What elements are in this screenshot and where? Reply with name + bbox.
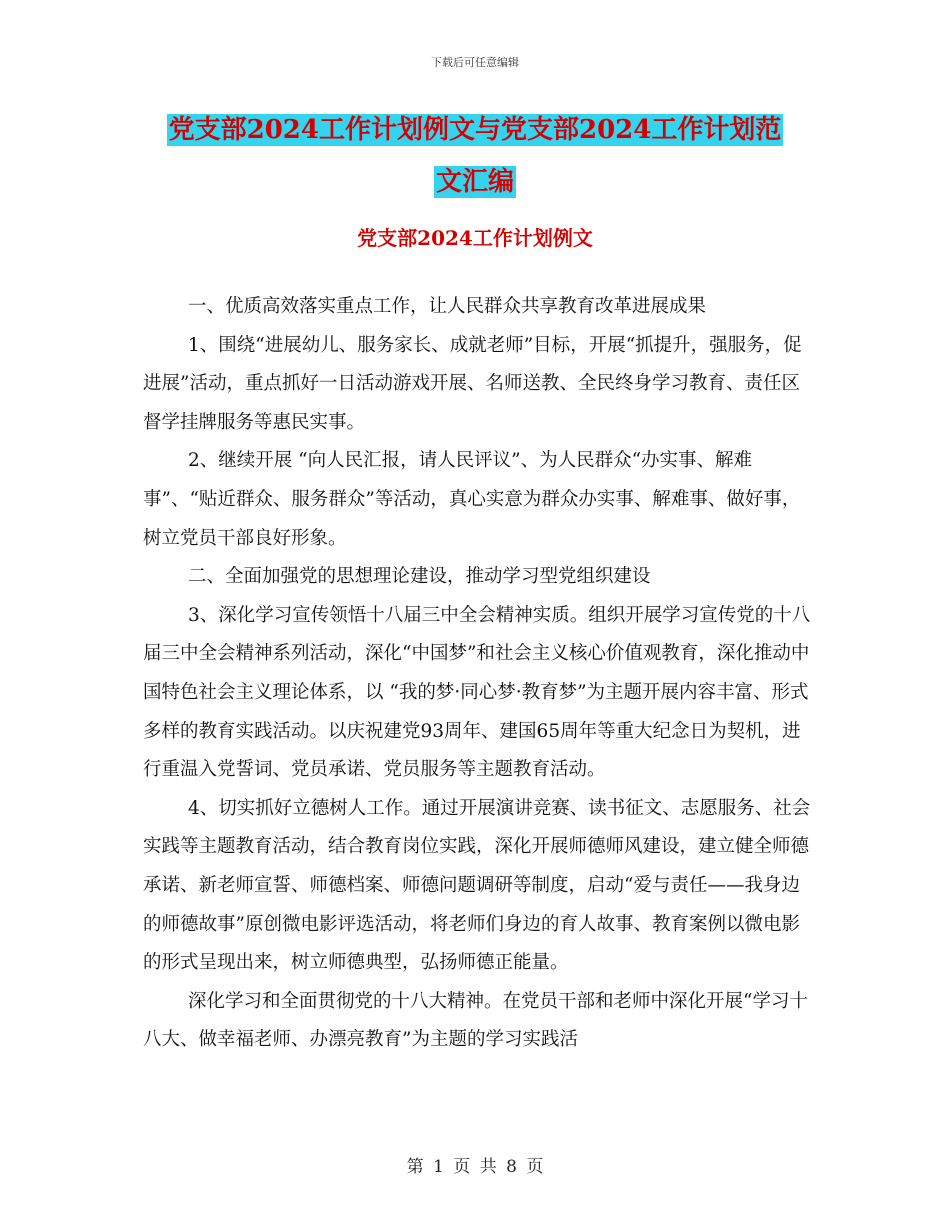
- document-title: [0, 104, 950, 208]
- paragraph-1: 1、围绕“进展幼儿、服务家长、成就老师”目标，开展“抓提升，强服务，促进展”活动，重点抓好一日活动游戏开展、名师送教、全民终身学习教育、责任区督学挂牌服务等惠民实事。: [143, 334, 802, 433]
- heading-2: 二、全面加强党的思想理论建设，推动学习型党组织建设: [188, 566, 651, 588]
- document-body: [143, 288, 815, 1060]
- paragraph-4: 4、切实抓好立德树人工作。通过开展演讲竞赛、读书征文、志愿服务、社会实践等主题教育活动，结合教育岗位实践，深化开展师德师风建设，建立健全师德承诺、新老师宣誓、师德档案、师德问题调研等制度，启动“爱与责任——我身边的师德故事”原创微电影评选活动，将老师们身边的育人故事、教育案例以微电影的形式呈现出来，树立师德典型，弘扬师德正能量。: [143, 797, 811, 974]
- document-title-line-2: 文汇编: [435, 167, 514, 197]
- header-note: 下载后可任意编辑: [431, 56, 519, 69]
- document-title-line-1: 党支部2024工作计划例文与党支部2024工作计划范: [168, 115, 782, 145]
- paragraph-5: 深化学习和全面贯彻党的十八大精神。在党员干部和老师中深化开展“学习十八大、做幸福老师、办漂亮教育”为主题的学习实践活: [143, 990, 808, 1051]
- paragraph-3: 3、深化学习宣传领悟十八届三中全会精神实质。组织开展学习宣传党的十八届三中全会精神系列活动，深化“中国梦”和社会主义核心价值观教育，深化推动中国特色社会主义理论体系，以 “我的梦·同心梦·教育梦”为主题开展内容丰富、形式多样的教育实践活动。以庆祝建党93周年、建国65周年等重大纪念日为契机，进行重温入党誓词、党员承诺、党员服务等主题教育活动。: [143, 604, 811, 781]
- page-footer: 第 1 页 共 8 页: [406, 1157, 544, 1177]
- section-title: 党支部2024工作计划例文: [357, 226, 593, 250]
- paragraph-2: 2、继续开展 “向人民汇报，请人民评议”、为人民群众“办实事、解难事”、“贴近群众、服务群众”等活动，真心实意为群众办实事、解难事、做好事，树立党员干部良好形象。: [143, 450, 801, 549]
- heading-1: 一、优质高效落实重点工作，让人民群众共享教育改革进展成果: [188, 296, 707, 317]
